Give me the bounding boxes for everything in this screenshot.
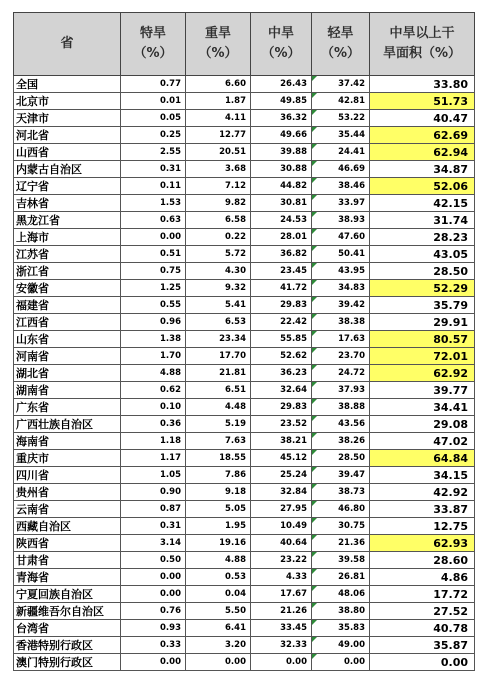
cell-severe: 19.16 xyxy=(186,535,251,552)
province-name: 北京市 xyxy=(14,93,121,110)
cell-moderate-plus-area: 52.29 xyxy=(370,280,475,297)
cell-moderate-plus-area: 62.92 xyxy=(370,365,475,382)
cell-moderate: 28.01 xyxy=(251,229,312,246)
province-name: 广西壮族自治区 xyxy=(14,416,121,433)
cell-mild: 37.93 xyxy=(312,382,370,399)
table-row xyxy=(14,76,475,93)
cell-severe: 7.86 xyxy=(186,467,251,484)
cell-moderate-plus-area: 64.84 xyxy=(370,450,475,467)
cell-severe: 4.30 xyxy=(186,263,251,280)
cell-moderate: 23.22 xyxy=(251,552,312,569)
cell-extreme: 0.33 xyxy=(121,637,186,654)
cell-moderate-plus-area: 42.15 xyxy=(370,195,475,212)
cell-moderate-plus-area: 80.57 xyxy=(370,331,475,348)
header-text-line: （%） xyxy=(261,46,301,61)
province-name: 云南省 xyxy=(14,501,121,518)
cell-moderate: 36.23 xyxy=(251,365,312,382)
cell-extreme: 0.01 xyxy=(121,93,186,110)
cell-mild: 53.22 xyxy=(312,110,370,127)
province-name: 黑龙江省 xyxy=(14,212,121,229)
cell-moderate-plus-area: 12.75 xyxy=(370,518,475,535)
table-row xyxy=(14,161,475,178)
cell-moderate-plus-area: 34.87 xyxy=(370,161,475,178)
cell-moderate-plus-area: 40.47 xyxy=(370,110,475,127)
cell-extreme: 1.05 xyxy=(121,467,186,484)
cell-mild: 17.63 xyxy=(312,331,370,348)
cell-moderate: 25.24 xyxy=(251,467,312,484)
cell-moderate-plus-area: 27.52 xyxy=(370,603,475,620)
table-row xyxy=(14,654,475,671)
drought-table-container xyxy=(13,12,474,671)
cell-severe: 5.19 xyxy=(186,416,251,433)
cell-severe: 4.11 xyxy=(186,110,251,127)
cell-mild: 38.73 xyxy=(312,484,370,501)
cell-moderate-plus-area: 62.69 xyxy=(370,127,475,144)
cell-severe: 4.48 xyxy=(186,399,251,416)
cell-severe: 3.20 xyxy=(186,637,251,654)
cell-extreme: 0.05 xyxy=(121,110,186,127)
header-province xyxy=(14,13,121,76)
province-name: 台湾省 xyxy=(14,620,121,637)
cell-extreme: 1.25 xyxy=(121,280,186,297)
cell-moderate-plus-area: 35.87 xyxy=(370,637,475,654)
cell-severe: 9.18 xyxy=(186,484,251,501)
cell-severe: 6.58 xyxy=(186,212,251,229)
cell-severe: 0.53 xyxy=(186,569,251,586)
cell-extreme: 1.70 xyxy=(121,348,186,365)
cell-mild: 24.41 xyxy=(312,144,370,161)
table-row xyxy=(14,399,475,416)
province-name: 重庆市 xyxy=(14,450,121,467)
table-row xyxy=(14,467,475,484)
province-name: 山东省 xyxy=(14,331,121,348)
cell-severe: 12.77 xyxy=(186,127,251,144)
table-row xyxy=(14,603,475,620)
cell-moderate: 21.26 xyxy=(251,603,312,620)
cell-severe: 6.53 xyxy=(186,314,251,331)
cell-extreme: 0.31 xyxy=(121,518,186,535)
cell-severe: 0.04 xyxy=(186,586,251,603)
cell-mild: 43.56 xyxy=(312,416,370,433)
cell-moderate: 29.83 xyxy=(251,297,312,314)
cell-severe: 23.34 xyxy=(186,331,251,348)
cell-moderate-plus-area: 29.91 xyxy=(370,314,475,331)
cell-moderate-plus-area: 17.72 xyxy=(370,586,475,603)
province-name: 新疆维吾尔自治区 xyxy=(14,603,121,620)
cell-mild: 35.83 xyxy=(312,620,370,637)
cell-moderate-plus-area: 29.08 xyxy=(370,416,475,433)
cell-moderate: 30.81 xyxy=(251,195,312,212)
cell-mild: 46.80 xyxy=(312,501,370,518)
cell-severe: 6.41 xyxy=(186,620,251,637)
table-row xyxy=(14,637,475,654)
cell-mild: 46.69 xyxy=(312,161,370,178)
drought-area-table xyxy=(13,12,475,671)
cell-moderate-plus-area: 28.50 xyxy=(370,263,475,280)
cell-moderate-plus-area: 34.41 xyxy=(370,399,475,416)
cell-moderate: 23.45 xyxy=(251,263,312,280)
table-row xyxy=(14,569,475,586)
cell-moderate-plus-area: 31.74 xyxy=(370,212,475,229)
cell-mild: 28.50 xyxy=(312,450,370,467)
province-name: 天津市 xyxy=(14,110,121,127)
cell-moderate: 52.62 xyxy=(251,348,312,365)
cell-extreme: 0.36 xyxy=(121,416,186,433)
table-row xyxy=(14,382,475,399)
cell-severe: 18.55 xyxy=(186,450,251,467)
cell-moderate-plus-area: 35.79 xyxy=(370,297,475,314)
cell-mild: 38.26 xyxy=(312,433,370,450)
province-name: 吉林省 xyxy=(14,195,121,212)
cell-mild: 38.80 xyxy=(312,603,370,620)
cell-mild: 0.00 xyxy=(312,654,370,671)
cell-extreme: 0.51 xyxy=(121,246,186,263)
cell-moderate-plus-area: 0.00 xyxy=(370,654,475,671)
cell-moderate: 4.33 xyxy=(251,569,312,586)
province-name: 贵州省 xyxy=(14,484,121,501)
province-name: 福建省 xyxy=(14,297,121,314)
cell-mild: 47.60 xyxy=(312,229,370,246)
cell-moderate: 41.72 xyxy=(251,280,312,297)
header-extreme-drought xyxy=(121,13,186,76)
cell-extreme: 1.53 xyxy=(121,195,186,212)
header-mild-drought xyxy=(312,13,370,76)
header-row xyxy=(14,13,475,76)
table-row xyxy=(14,144,475,161)
cell-moderate: 0.00 xyxy=(251,654,312,671)
cell-severe: 5.41 xyxy=(186,297,251,314)
cell-moderate: 49.66 xyxy=(251,127,312,144)
province-name: 陕西省 xyxy=(14,535,121,552)
table-row xyxy=(14,314,475,331)
cell-extreme: 2.55 xyxy=(121,144,186,161)
province-name: 湖北省 xyxy=(14,365,121,382)
cell-extreme: 0.93 xyxy=(121,620,186,637)
cell-extreme: 0.63 xyxy=(121,212,186,229)
province-name: 安徽省 xyxy=(14,280,121,297)
cell-moderate: 32.64 xyxy=(251,382,312,399)
cell-severe: 6.51 xyxy=(186,382,251,399)
table-row xyxy=(14,178,475,195)
table-row xyxy=(14,535,475,552)
table-row xyxy=(14,297,475,314)
cell-severe: 20.51 xyxy=(186,144,251,161)
province-name: 河北省 xyxy=(14,127,121,144)
table-row xyxy=(14,229,475,246)
cell-moderate-plus-area: 52.06 xyxy=(370,178,475,195)
cell-severe: 5.50 xyxy=(186,603,251,620)
cell-moderate: 36.32 xyxy=(251,110,312,127)
cell-mild: 21.36 xyxy=(312,535,370,552)
header-text-line: 重旱 xyxy=(204,26,231,41)
cell-extreme: 0.90 xyxy=(121,484,186,501)
province-name: 湖南省 xyxy=(14,382,121,399)
table-row xyxy=(14,331,475,348)
cell-extreme: 0.10 xyxy=(121,399,186,416)
cell-severe: 5.05 xyxy=(186,501,251,518)
cell-mild: 39.58 xyxy=(312,552,370,569)
cell-moderate-plus-area: 62.93 xyxy=(370,535,475,552)
table-row xyxy=(14,212,475,229)
cell-moderate: 33.45 xyxy=(251,620,312,637)
cell-moderate-plus-area: 42.92 xyxy=(370,484,475,501)
cell-mild: 24.72 xyxy=(312,365,370,382)
cell-extreme: 1.38 xyxy=(121,331,186,348)
header-moderate-drought xyxy=(251,13,312,76)
cell-extreme: 0.11 xyxy=(121,178,186,195)
cell-severe: 4.88 xyxy=(186,552,251,569)
cell-severe: 7.63 xyxy=(186,433,251,450)
cell-severe: 21.81 xyxy=(186,365,251,382)
cell-moderate: 30.88 xyxy=(251,161,312,178)
table-body xyxy=(14,76,475,671)
cell-mild: 33.97 xyxy=(312,195,370,212)
cell-moderate-plus-area: 51.73 xyxy=(370,93,475,110)
table-row xyxy=(14,93,475,110)
cell-moderate-plus-area: 28.23 xyxy=(370,229,475,246)
province-name: 江西省 xyxy=(14,314,121,331)
cell-mild: 38.38 xyxy=(312,314,370,331)
province-name: 香港特别行政区 xyxy=(14,637,121,654)
cell-moderate: 23.52 xyxy=(251,416,312,433)
cell-extreme: 0.77 xyxy=(121,76,186,93)
cell-extreme: 0.50 xyxy=(121,552,186,569)
cell-mild: 39.42 xyxy=(312,297,370,314)
cell-moderate-plus-area: 72.01 xyxy=(370,348,475,365)
table-row xyxy=(14,484,475,501)
header-text-line: （%） xyxy=(320,46,361,61)
cell-moderate: 17.67 xyxy=(251,586,312,603)
province-name: 广东省 xyxy=(14,399,121,416)
province-name: 上海市 xyxy=(14,229,121,246)
cell-moderate-plus-area: 33.87 xyxy=(370,501,475,518)
table-row xyxy=(14,501,475,518)
cell-mild: 38.93 xyxy=(312,212,370,229)
cell-extreme: 1.17 xyxy=(121,450,186,467)
cell-moderate: 22.42 xyxy=(251,314,312,331)
cell-extreme: 0.96 xyxy=(121,314,186,331)
table-row xyxy=(14,365,475,382)
table-row xyxy=(14,620,475,637)
province-name: 宁夏回族自治区 xyxy=(14,586,121,603)
header-text-line: （%） xyxy=(198,46,238,61)
cell-extreme: 0.62 xyxy=(121,382,186,399)
cell-severe: 9.82 xyxy=(186,195,251,212)
province-name: 内蒙古自治区 xyxy=(14,161,121,178)
header-text-line: （%） xyxy=(133,46,173,61)
header-moderate-plus-area xyxy=(370,13,475,76)
province-name: 辽宁省 xyxy=(14,178,121,195)
province-name: 西藏自治区 xyxy=(14,518,121,535)
cell-severe: 1.95 xyxy=(186,518,251,535)
header-severe-drought xyxy=(186,13,251,76)
table-row xyxy=(14,263,475,280)
cell-mild: 35.44 xyxy=(312,127,370,144)
table-row xyxy=(14,110,475,127)
cell-mild: 38.88 xyxy=(312,399,370,416)
cell-mild: 34.83 xyxy=(312,280,370,297)
province-name: 海南省 xyxy=(14,433,121,450)
cell-mild: 42.81 xyxy=(312,93,370,110)
cell-severe: 7.12 xyxy=(186,178,251,195)
cell-mild: 43.95 xyxy=(312,263,370,280)
header-text-line: 省 xyxy=(60,36,74,51)
cell-severe: 1.87 xyxy=(186,93,251,110)
province-name: 山西省 xyxy=(14,144,121,161)
table-row xyxy=(14,433,475,450)
header-text-line: 特旱 xyxy=(139,26,166,41)
cell-moderate-plus-area: 40.78 xyxy=(370,620,475,637)
cell-mild: 49.00 xyxy=(312,637,370,654)
table-row xyxy=(14,586,475,603)
cell-moderate: 32.33 xyxy=(251,637,312,654)
cell-moderate-plus-area: 47.02 xyxy=(370,433,475,450)
cell-moderate: 32.84 xyxy=(251,484,312,501)
cell-severe: 3.68 xyxy=(186,161,251,178)
cell-mild: 23.70 xyxy=(312,348,370,365)
cell-moderate: 27.95 xyxy=(251,501,312,518)
cell-severe: 0.22 xyxy=(186,229,251,246)
cell-moderate-plus-area: 62.94 xyxy=(370,144,475,161)
province-name: 浙江省 xyxy=(14,263,121,280)
cell-extreme: 0.87 xyxy=(121,501,186,518)
cell-extreme: 0.00 xyxy=(121,569,186,586)
cell-mild: 48.06 xyxy=(312,586,370,603)
table-row xyxy=(14,246,475,263)
table-row xyxy=(14,195,475,212)
cell-moderate: 36.82 xyxy=(251,246,312,263)
cell-moderate-plus-area: 4.86 xyxy=(370,569,475,586)
table-row xyxy=(14,518,475,535)
cell-moderate: 49.85 xyxy=(251,93,312,110)
cell-moderate-plus-area: 28.60 xyxy=(370,552,475,569)
cell-extreme: 0.31 xyxy=(121,161,186,178)
cell-extreme: 0.25 xyxy=(121,127,186,144)
cell-extreme: 0.55 xyxy=(121,297,186,314)
cell-moderate: 45.12 xyxy=(251,450,312,467)
header-text-line: 中旱以上干 xyxy=(389,26,455,41)
cell-moderate: 40.64 xyxy=(251,535,312,552)
cell-severe: 17.70 xyxy=(186,348,251,365)
cell-mild: 37.42 xyxy=(312,76,370,93)
cell-moderate: 39.88 xyxy=(251,144,312,161)
cell-moderate: 10.49 xyxy=(251,518,312,535)
province-name: 全国 xyxy=(14,76,121,93)
cell-mild: 50.41 xyxy=(312,246,370,263)
table-header xyxy=(14,13,475,76)
cell-moderate: 29.83 xyxy=(251,399,312,416)
cell-moderate-plus-area: 33.80 xyxy=(370,76,475,93)
cell-extreme: 0.00 xyxy=(121,586,186,603)
cell-mild: 30.75 xyxy=(312,518,370,535)
cell-severe: 5.72 xyxy=(186,246,251,263)
province-name: 河南省 xyxy=(14,348,121,365)
cell-moderate: 26.43 xyxy=(251,76,312,93)
table-row xyxy=(14,127,475,144)
header-text-line: 旱面积（%） xyxy=(382,46,462,61)
cell-extreme: 0.00 xyxy=(121,654,186,671)
cell-extreme: 0.00 xyxy=(121,229,186,246)
cell-extreme: 0.76 xyxy=(121,603,186,620)
cell-moderate: 38.21 xyxy=(251,433,312,450)
cell-severe: 6.60 xyxy=(186,76,251,93)
province-name: 江苏省 xyxy=(14,246,121,263)
cell-moderate-plus-area: 43.05 xyxy=(370,246,475,263)
cell-mild: 26.81 xyxy=(312,569,370,586)
cell-moderate: 44.82 xyxy=(251,178,312,195)
cell-severe: 0.00 xyxy=(186,654,251,671)
cell-severe: 9.32 xyxy=(186,280,251,297)
header-text-line: 中旱 xyxy=(267,26,294,41)
table-row xyxy=(14,552,475,569)
cell-moderate: 55.85 xyxy=(251,331,312,348)
header-text-line: 轻旱 xyxy=(327,26,354,41)
cell-moderate: 24.53 xyxy=(251,212,312,229)
province-name: 青海省 xyxy=(14,569,121,586)
table-row xyxy=(14,280,475,297)
table-row xyxy=(14,416,475,433)
province-name: 四川省 xyxy=(14,467,121,484)
province-name: 甘肃省 xyxy=(14,552,121,569)
cell-extreme: 3.14 xyxy=(121,535,186,552)
cell-extreme: 4.88 xyxy=(121,365,186,382)
table-row xyxy=(14,450,475,467)
cell-moderate-plus-area: 34.15 xyxy=(370,467,475,484)
cell-mild: 39.47 xyxy=(312,467,370,484)
province-name: 澳门特别行政区 xyxy=(14,654,121,671)
table-row xyxy=(14,348,475,365)
cell-extreme: 1.18 xyxy=(121,433,186,450)
cell-mild: 38.46 xyxy=(312,178,370,195)
cell-extreme: 0.75 xyxy=(121,263,186,280)
cell-moderate-plus-area: 39.77 xyxy=(370,382,475,399)
